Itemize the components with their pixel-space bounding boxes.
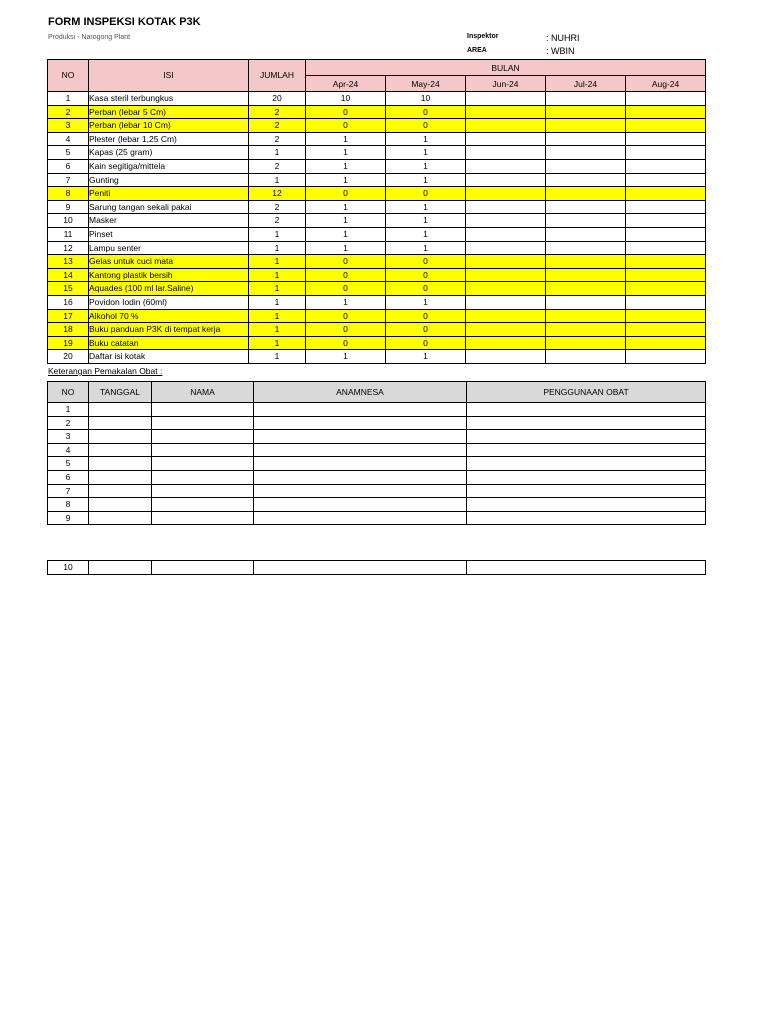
usage-no: 5	[48, 457, 89, 471]
cell-apr: 0	[306, 282, 386, 296]
header-no: NO	[48, 60, 89, 92]
cell-aug[interactable]	[626, 255, 706, 269]
usage-anamnesa[interactable]	[254, 403, 467, 417]
usage-tanggal[interactable]	[89, 403, 152, 417]
usage-no: 1	[48, 403, 89, 417]
cell-no: 19	[48, 336, 89, 350]
cell-no: 11	[48, 227, 89, 241]
cell-jun[interactable]	[466, 268, 546, 282]
table-row	[48, 403, 706, 417]
cell-jumlah: 1	[249, 336, 306, 350]
cell-may: 1	[386, 241, 466, 255]
usage-anamnesa[interactable]	[254, 416, 467, 430]
cell-aug[interactable]	[626, 309, 706, 323]
table-row	[48, 119, 706, 133]
cell-aug[interactable]	[626, 119, 706, 133]
cell-apr: 10	[306, 92, 386, 106]
cell-jun[interactable]	[466, 241, 546, 255]
usage-no: 8	[48, 498, 89, 512]
cell-may: 1	[386, 200, 466, 214]
usage-tanggal[interactable]	[89, 511, 152, 525]
cell-apr: 1	[306, 173, 386, 187]
cell-isi: Perban (lebar 10 Cm)	[89, 119, 249, 133]
cell-no: 20	[48, 350, 89, 364]
cell-apr: 1	[306, 159, 386, 173]
cell-no: 8	[48, 187, 89, 201]
table-row	[48, 470, 706, 484]
usage-no: 4	[48, 443, 89, 457]
cell-aug[interactable]	[626, 350, 706, 364]
cell-jul[interactable]	[546, 323, 626, 337]
cell-jumlah: 1	[249, 282, 306, 296]
cell-no: 1	[48, 92, 89, 106]
cell-aug[interactable]	[626, 336, 706, 350]
cell-jul[interactable]	[546, 268, 626, 282]
header-month: Jun-24	[466, 76, 546, 92]
table-row	[48, 187, 706, 201]
table-row	[48, 255, 706, 269]
cell-jumlah: 2	[249, 159, 306, 173]
header-month: May-24	[386, 76, 466, 92]
form-title: FORM INSPEKSI KOTAK P3K	[48, 16, 201, 28]
cell-jumlah: 1	[249, 146, 306, 160]
usage-tanggal[interactable]	[89, 498, 152, 512]
usage-header: TANGGAL	[89, 382, 152, 403]
cell-jumlah: 1	[249, 295, 306, 309]
cell-may: 0	[386, 255, 466, 269]
cell-isi: Lampu senter	[89, 241, 249, 255]
header-month: Apr-24	[306, 76, 386, 92]
cell-jul[interactable]	[546, 295, 626, 309]
table-row	[48, 105, 706, 119]
cell-aug[interactable]	[626, 295, 706, 309]
table-row	[48, 498, 706, 512]
cell-jun[interactable]	[466, 295, 546, 309]
usage-tanggal[interactable]	[89, 470, 152, 484]
cell-isi: Kasa steril terbungkus	[89, 92, 249, 106]
cell-may: 1	[386, 227, 466, 241]
table-row	[48, 159, 706, 173]
cell-jul[interactable]	[546, 146, 626, 160]
cell-isi: Daftar isi kotak	[89, 350, 249, 364]
usage-no: 6	[48, 470, 89, 484]
cell-jumlah: 1	[249, 255, 306, 269]
cell-isi: Masker	[89, 214, 249, 228]
table-row	[48, 443, 706, 457]
usage-penggunaan[interactable]	[467, 484, 706, 498]
cell-jun[interactable]	[466, 323, 546, 337]
table-row	[48, 323, 706, 337]
cell-isi: Gelas untuk cuci mata	[89, 255, 249, 269]
table-row	[48, 430, 706, 444]
usage-header: NO	[48, 382, 89, 403]
cell-no: 2	[48, 105, 89, 119]
usage-anamnesa[interactable]	[254, 561, 467, 575]
table-row	[48, 241, 706, 255]
cell-jun[interactable]	[466, 282, 546, 296]
cell-apr: 1	[306, 227, 386, 241]
cell-jun[interactable]	[466, 214, 546, 228]
cell-jul[interactable]	[546, 92, 626, 106]
cell-jumlah: 1	[249, 227, 306, 241]
cell-no: 18	[48, 323, 89, 337]
cell-no: 14	[48, 268, 89, 282]
cell-apr: 0	[306, 309, 386, 323]
cell-apr: 0	[306, 336, 386, 350]
cell-no: 9	[48, 200, 89, 214]
table-row	[48, 132, 706, 146]
usage-anamnesa[interactable]	[254, 511, 467, 525]
cell-may: 0	[386, 336, 466, 350]
cell-jul[interactable]	[546, 214, 626, 228]
cell-jumlah: 2	[249, 200, 306, 214]
cell-jun[interactable]	[466, 173, 546, 187]
table-row	[48, 336, 706, 350]
usage-penggunaan[interactable]	[467, 443, 706, 457]
cell-no: 13	[48, 255, 89, 269]
usage-nama[interactable]	[152, 470, 254, 484]
cell-apr: 0	[306, 119, 386, 133]
usage-tanggal[interactable]	[89, 443, 152, 457]
cell-may: 0	[386, 268, 466, 282]
cell-isi: Peniti	[89, 187, 249, 201]
cell-aug[interactable]	[626, 227, 706, 241]
cell-apr: 0	[306, 323, 386, 337]
table-row	[48, 146, 706, 160]
table-row	[48, 295, 706, 309]
cell-aug[interactable]	[626, 282, 706, 296]
table-row	[48, 227, 706, 241]
cell-jun[interactable]	[466, 309, 546, 323]
usage-no: 7	[48, 484, 89, 498]
cell-isi: Kapas (25 gram)	[89, 146, 249, 160]
usage-nama[interactable]	[152, 484, 254, 498]
usage-caption: Keterangan Pemakalan Obat :	[48, 366, 163, 376]
cell-jul[interactable]	[546, 159, 626, 173]
cell-apr: 1	[306, 295, 386, 309]
usage-nama[interactable]	[152, 430, 254, 444]
usage-penggunaan[interactable]	[467, 498, 706, 512]
cell-apr: 0	[306, 105, 386, 119]
usage-nama[interactable]	[152, 511, 254, 525]
cell-isi: Plester (lebar 1,25 Cm)	[89, 132, 249, 146]
usage-anamnesa[interactable]	[254, 470, 467, 484]
cell-jun[interactable]	[466, 92, 546, 106]
usage-penggunaan[interactable]	[467, 511, 706, 525]
cell-isi: Buku panduan P3K di tempat kerja	[89, 323, 249, 337]
cell-apr: 1	[306, 214, 386, 228]
usage-tanggal[interactable]	[89, 561, 152, 575]
usage-anamnesa[interactable]	[254, 498, 467, 512]
usage-anamnesa[interactable]	[254, 457, 467, 471]
cell-isi: Pinset	[89, 227, 249, 241]
cell-isi: Povidon Iodin (60ml)	[89, 295, 249, 309]
usage-no: 2	[48, 416, 89, 430]
cell-no: 15	[48, 282, 89, 296]
cell-jul[interactable]	[546, 309, 626, 323]
cell-jun[interactable]	[466, 200, 546, 214]
cell-may: 1	[386, 350, 466, 364]
usage-nama[interactable]	[152, 403, 254, 417]
table-row	[48, 484, 706, 498]
cell-may: 0	[386, 187, 466, 201]
cell-aug[interactable]	[626, 92, 706, 106]
cell-no: 17	[48, 309, 89, 323]
usage-anamnesa[interactable]	[254, 484, 467, 498]
cell-jumlah: 2	[249, 119, 306, 133]
usage-body	[48, 403, 706, 525]
table-row	[48, 268, 706, 282]
cell-aug[interactable]	[626, 187, 706, 201]
usage-penggunaan[interactable]	[467, 403, 706, 417]
cell-no: 12	[48, 241, 89, 255]
cell-jumlah: 1	[249, 323, 306, 337]
cell-may: 10	[386, 92, 466, 106]
cell-jul[interactable]	[546, 227, 626, 241]
form-subtitle: Produksi - Narogong Plant	[48, 34, 131, 41]
cell-apr: 0	[306, 268, 386, 282]
cell-jun[interactable]	[466, 105, 546, 119]
table-row	[48, 561, 706, 575]
cell-no: 3	[48, 119, 89, 133]
cell-jul[interactable]	[546, 200, 626, 214]
inspektor-value: : NUHRI	[546, 33, 580, 43]
cell-jumlah: 1	[249, 241, 306, 255]
usage-nama[interactable]	[152, 416, 254, 430]
cell-isi: Perban (lebar 5 Cm)	[89, 105, 249, 119]
usage-no: 9	[48, 511, 89, 525]
cell-apr: 1	[306, 350, 386, 364]
cell-may: 0	[386, 309, 466, 323]
usage-tanggal[interactable]	[89, 457, 152, 471]
cell-jul[interactable]	[546, 132, 626, 146]
usage-no: 10	[48, 561, 89, 575]
usage-header-row	[48, 382, 706, 403]
cell-may: 0	[386, 282, 466, 296]
usage-penggunaan[interactable]	[467, 457, 706, 471]
table-row	[48, 92, 706, 106]
usage-table-continued	[47, 560, 706, 575]
usage-tanggal[interactable]	[89, 416, 152, 430]
cell-may: 1	[386, 159, 466, 173]
cell-isi: Aquades (100 ml lar.Saline)	[89, 282, 249, 296]
cell-jul[interactable]	[546, 241, 626, 255]
cell-jun[interactable]	[466, 146, 546, 160]
cell-isi: Kantong plastik bersih	[89, 268, 249, 282]
usage-penggunaan[interactable]	[467, 430, 706, 444]
cell-jul[interactable]	[546, 282, 626, 296]
cell-no: 10	[48, 214, 89, 228]
cell-jul[interactable]	[546, 255, 626, 269]
cell-jul[interactable]	[546, 119, 626, 133]
usage-table	[47, 381, 706, 525]
usage-anamnesa[interactable]	[254, 430, 467, 444]
inspektor-label: Inspektor	[467, 33, 499, 40]
usage-penggunaan[interactable]	[467, 416, 706, 430]
cell-no: 6	[48, 159, 89, 173]
usage-nama[interactable]	[152, 457, 254, 471]
table-row	[48, 173, 706, 187]
cell-jun[interactable]	[466, 187, 546, 201]
cell-may: 1	[386, 173, 466, 187]
cell-jumlah: 2	[249, 132, 306, 146]
cell-jun[interactable]	[466, 350, 546, 364]
header-month: Jul-24	[546, 76, 626, 92]
table-row	[48, 511, 706, 525]
cell-isi: Kain segitiga/mittela	[89, 159, 249, 173]
usage-no: 3	[48, 430, 89, 444]
cell-may: 0	[386, 105, 466, 119]
cell-jumlah: 1	[249, 268, 306, 282]
cell-jumlah: 2	[249, 214, 306, 228]
cell-apr: 1	[306, 241, 386, 255]
cell-jumlah: 1	[249, 173, 306, 187]
cell-apr: 0	[306, 187, 386, 201]
cell-may: 0	[386, 119, 466, 133]
usage-nama[interactable]	[152, 498, 254, 512]
cell-jun[interactable]	[466, 336, 546, 350]
header-jumlah: JUMLAH	[249, 60, 306, 92]
cell-may: 1	[386, 146, 466, 160]
cell-jun[interactable]	[466, 159, 546, 173]
cell-aug[interactable]	[626, 214, 706, 228]
table-row	[48, 457, 706, 471]
cell-isi: Sarung tangan sekali pakai	[89, 200, 249, 214]
cell-jun[interactable]	[466, 227, 546, 241]
usage-anamnesa[interactable]	[254, 443, 467, 457]
cell-jul[interactable]	[546, 173, 626, 187]
cell-no: 5	[48, 146, 89, 160]
table-row	[48, 200, 706, 214]
cell-jumlah: 20	[249, 92, 306, 106]
cell-aug[interactable]	[626, 146, 706, 160]
cell-aug[interactable]	[626, 173, 706, 187]
header-bulan: BULAN	[306, 60, 706, 76]
cell-jul[interactable]	[546, 350, 626, 364]
cell-may: 1	[386, 295, 466, 309]
inventory-body	[48, 92, 706, 364]
usage-penggunaan[interactable]	[467, 470, 706, 484]
cell-aug[interactable]	[626, 105, 706, 119]
cell-jun[interactable]	[466, 132, 546, 146]
usage-header: PENGGUNAAN OBAT	[467, 382, 706, 403]
cell-no: 4	[48, 132, 89, 146]
cell-jul[interactable]	[546, 105, 626, 119]
cell-apr: 1	[306, 132, 386, 146]
cell-may: 1	[386, 132, 466, 146]
cell-jumlah: 1	[249, 309, 306, 323]
cell-jumlah: 1	[249, 350, 306, 364]
cell-aug[interactable]	[626, 159, 706, 173]
usage-tanggal[interactable]	[89, 430, 152, 444]
cell-no: 7	[48, 173, 89, 187]
cell-jumlah: 2	[249, 105, 306, 119]
cell-may: 0	[386, 323, 466, 337]
cell-isi: Gunting	[89, 173, 249, 187]
table-row	[48, 282, 706, 296]
usage-nama[interactable]	[152, 443, 254, 457]
area-value: : WBIN	[546, 46, 575, 56]
usage-header: ANAMNESA	[254, 382, 467, 403]
cell-aug[interactable]	[626, 200, 706, 214]
cell-jun[interactable]	[466, 255, 546, 269]
usage-nama[interactable]	[152, 561, 254, 575]
table-row	[48, 309, 706, 323]
table-row	[48, 214, 706, 228]
table-row	[48, 350, 706, 364]
cell-aug[interactable]	[626, 323, 706, 337]
cell-isi: Alkohol 70 %	[89, 309, 249, 323]
usage-header: NAMA	[152, 382, 254, 403]
cell-aug[interactable]	[626, 241, 706, 255]
cell-jul[interactable]	[546, 187, 626, 201]
cell-aug[interactable]	[626, 132, 706, 146]
usage-penggunaan[interactable]	[467, 561, 706, 575]
header-isi: ISI	[89, 60, 249, 92]
cell-no: 16	[48, 295, 89, 309]
cell-aug[interactable]	[626, 268, 706, 282]
cell-jun[interactable]	[466, 119, 546, 133]
cell-apr: 0	[306, 255, 386, 269]
cell-jul[interactable]	[546, 336, 626, 350]
cell-may: 1	[386, 214, 466, 228]
cell-jumlah: 12	[249, 187, 306, 201]
cell-apr: 1	[306, 146, 386, 160]
table-row	[48, 416, 706, 430]
header-month: Aug-24	[626, 76, 706, 92]
inventory-table	[47, 59, 706, 364]
cell-apr: 1	[306, 200, 386, 214]
cell-isi: Buku catatan	[89, 336, 249, 350]
usage-tanggal[interactable]	[89, 484, 152, 498]
area-label: AREA	[467, 47, 487, 54]
